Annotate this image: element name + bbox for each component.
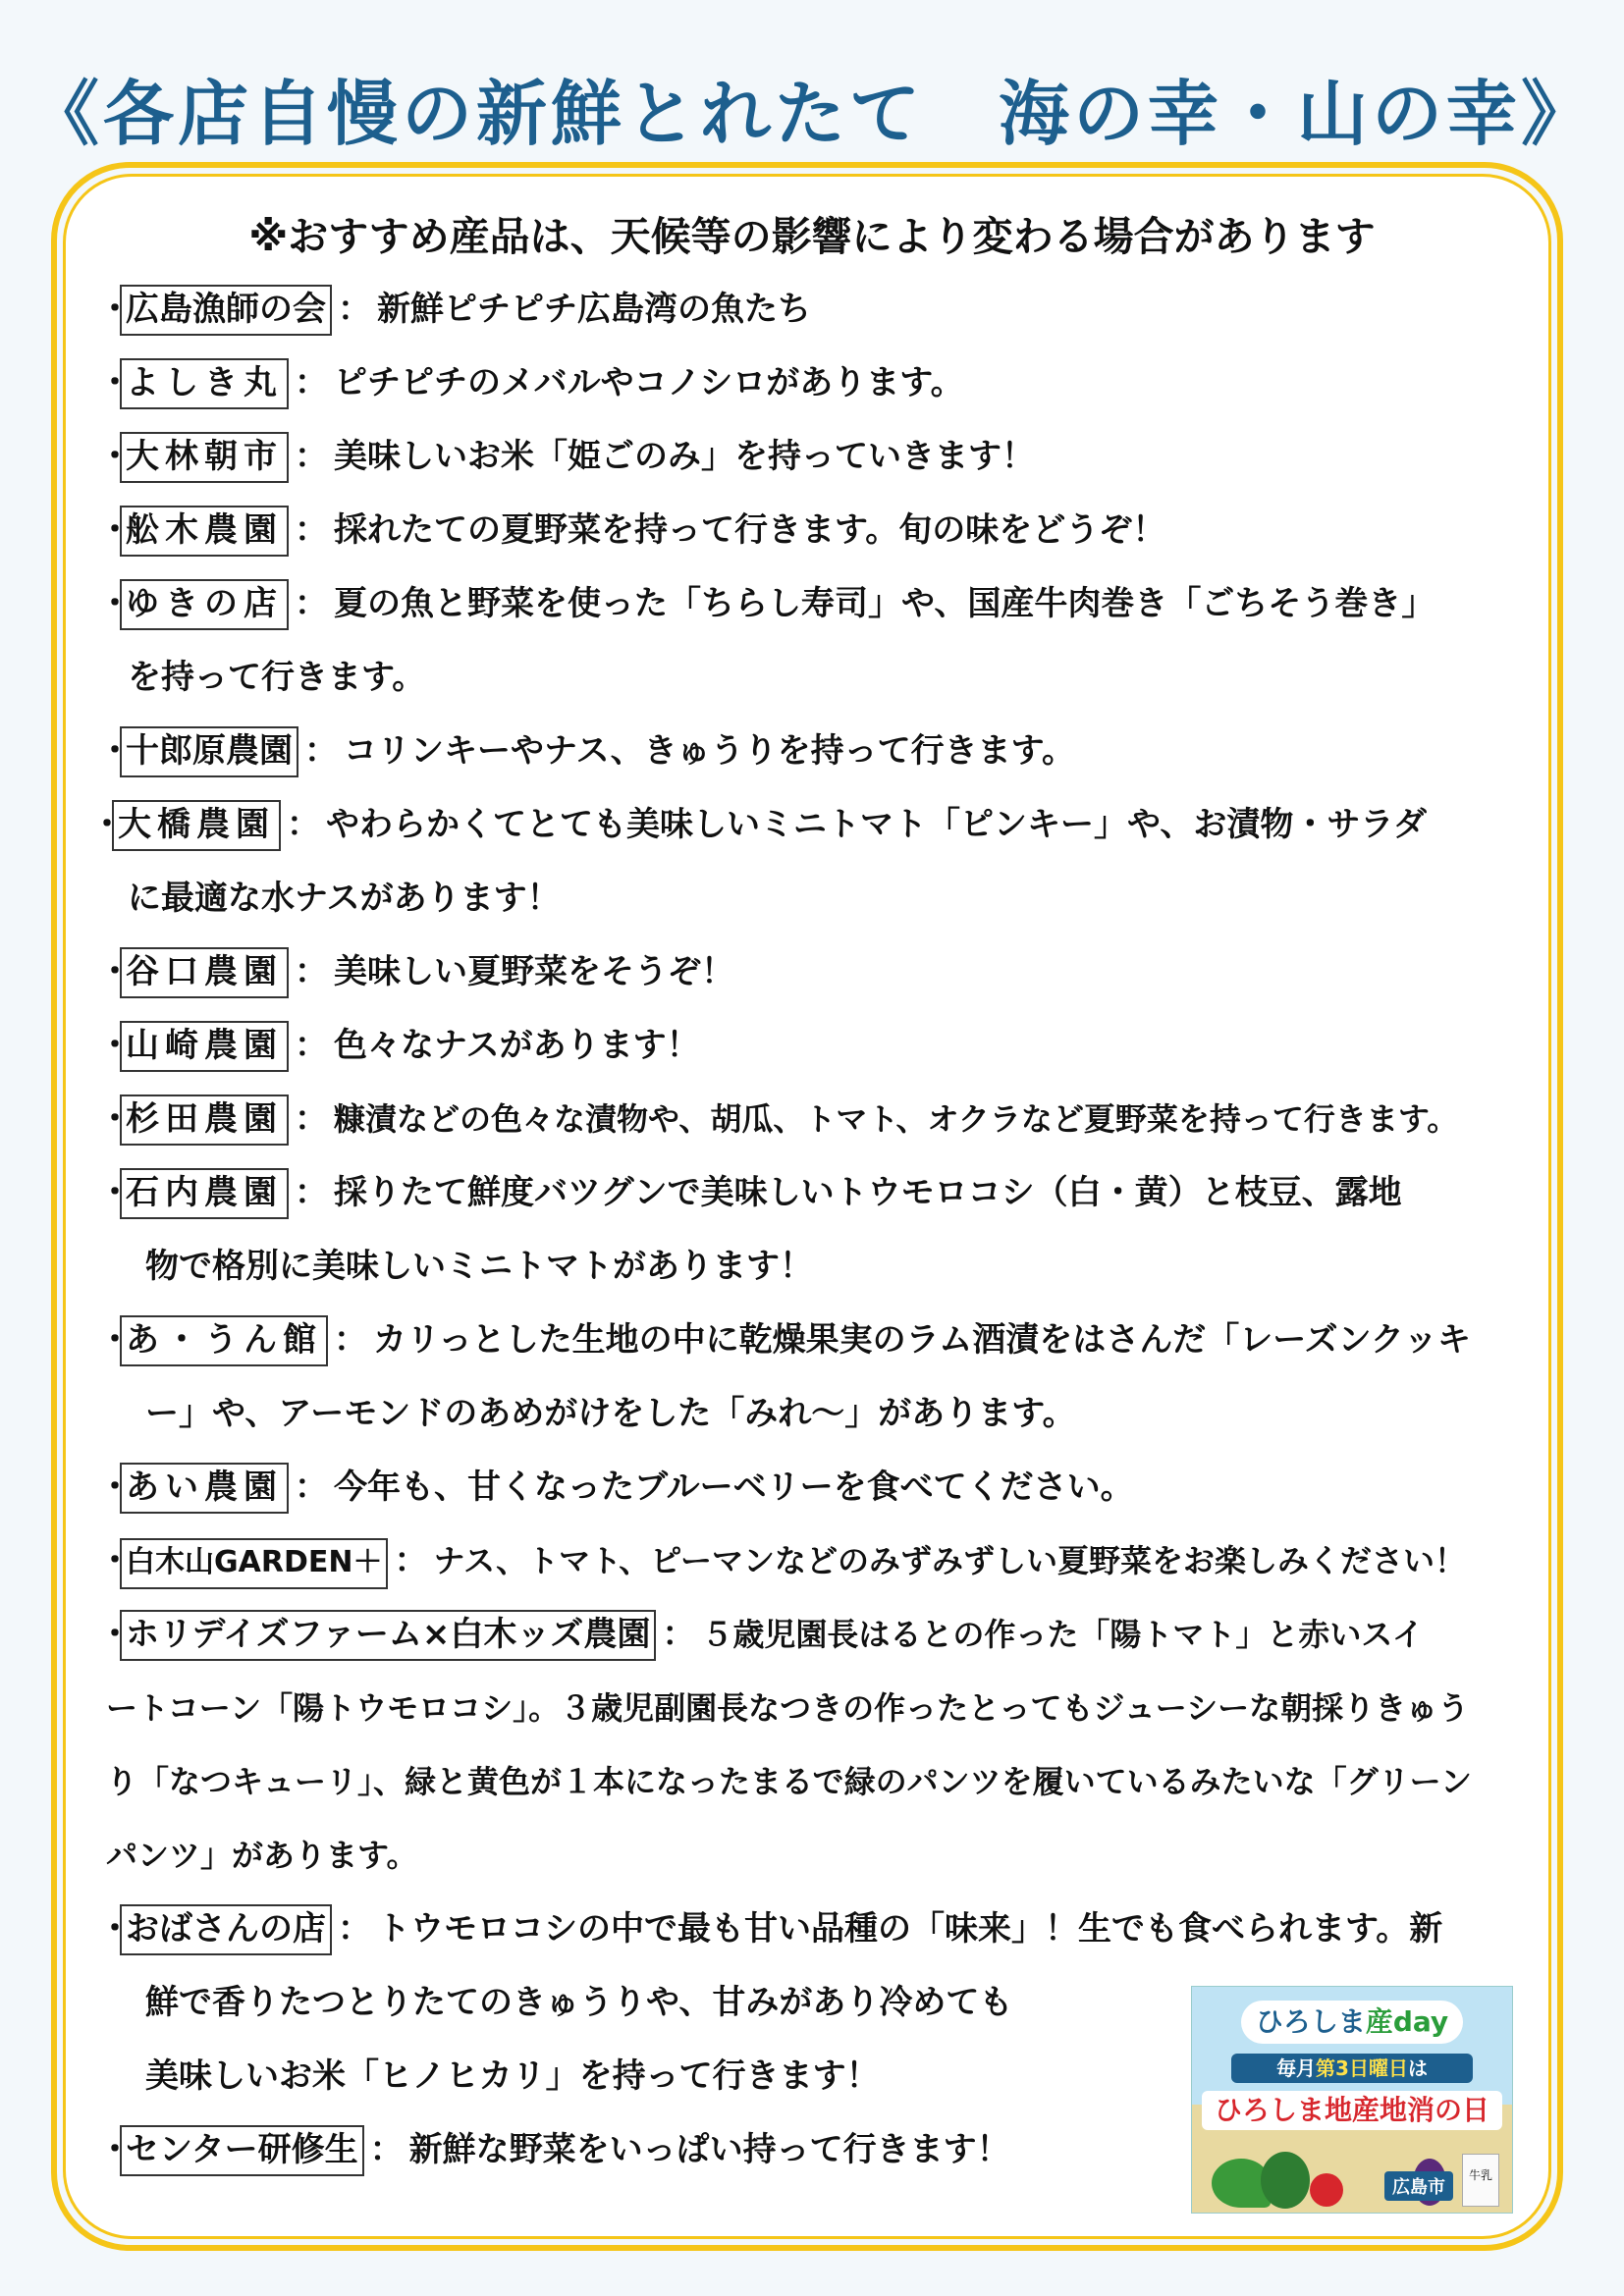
- page-title: 《各店自慢の新鮮とれたて 海の幸・山の幸》: [27, 73, 1596, 155]
- list-item: ・おばさんの店 ： トウモロコシの中で最も甘い品種の「味来」！生でも食べられます。新: [98, 1902, 1442, 1955]
- list-item: ・あ・うん館 ： カリっとした生地の中に乾燥果実のラム酒漬をはさんだ「レーズンクッキ: [98, 1313, 1471, 1366]
- list-item: ・白木山GARDEN＋ ： ナス、トマト、ピーマンなどのみずみずしい夏野菜をお楽しみください！: [98, 1534, 1466, 1587]
- store-name: 谷口農園: [120, 947, 289, 998]
- store-description: ナス、トマト、ピーマンなどのみずみずしい夏野菜をお楽しみください！: [433, 1542, 1466, 1579]
- store-name: センター研修生: [120, 2125, 364, 2176]
- store-description: カリっとした生地の中に乾燥果実のラム酒漬をはさんだ「レーズンクッキ: [373, 1320, 1471, 1360]
- store-name: 大林朝市: [120, 432, 289, 483]
- badge-logo: ひろしま産day: [1241, 2001, 1463, 2044]
- store-description-continued: 物で格別に美味しいミニトマトがあります！: [145, 1247, 813, 1286]
- store-name: ホリデイズファーム×白木ッズ農園: [120, 1610, 656, 1661]
- badge-city: 広島市: [1384, 2171, 1453, 2201]
- store-description: 採りたて鮮度バツグンで美味しいトウモロコシ（白・黄）と枝豆、露地: [334, 1173, 1402, 1212]
- store-name: あ・うん館: [120, 1315, 328, 1366]
- badge-slogan: ひろしま地産地消の日: [1202, 2091, 1502, 2130]
- store-description: 夏の魚と野菜を使った「ちらし寿司」や、国産牛肉巻き「ごちそう巻き」: [334, 584, 1435, 623]
- store-name: 舩木農園: [120, 506, 289, 557]
- list-item: ・よしき丸 ： ピチピチのメバルやコノシロがあります。: [98, 356, 964, 409]
- list-item: ・山崎農園 ： 色々なナスがあります！: [98, 1019, 700, 1072]
- store-description: 色々なナスがあります！: [334, 1026, 700, 1065]
- store-description-continued: ー」や、アーモンドのあめがけをした「みれ～」があります。: [145, 1394, 1076, 1433]
- milk-carton-icon: 牛乳: [1462, 2154, 1499, 2207]
- list-item: ・舩木農園 ： 採れたての夏野菜を持って行きます。旬の味をどうぞ！: [98, 504, 1165, 557]
- store-name: 十郎原農園: [120, 726, 298, 777]
- leaf-icon: [1261, 2152, 1310, 2209]
- tomato-icon: [1310, 2173, 1343, 2207]
- store-name: 白木山GARDEN＋: [120, 1538, 388, 1589]
- store-name: おばさんの店: [120, 1904, 332, 1955]
- list-item: ・センター研修生 ： 新鮮な野菜をいっぱい持って行きます！: [98, 2123, 1010, 2176]
- store-description-continued: に最適な水ナスがあります！: [128, 879, 561, 918]
- store-description: コリンキーやナス、きゅうりを持って行きます。: [344, 731, 1075, 771]
- badge-monthly: 毎月第3日曜日は: [1231, 2054, 1473, 2083]
- store-description: トウモロコシの中で最も甘い品種の「味来」！生でも食べられます。新: [377, 1909, 1443, 1949]
- store-name: 山崎農園: [120, 1021, 289, 1072]
- store-description-continued: 美味しいお米「ヒノヒカリ」を持って行きます！: [145, 2056, 880, 2096]
- store-name: 杉田農園: [120, 1095, 289, 1146]
- store-description: ピチピチのメバルやコノシロがあります。: [334, 363, 964, 402]
- store-description-continued: パンツ」があります。: [106, 1837, 418, 1874]
- hiroshima-san-day-badge: [1191, 1986, 1513, 2214]
- list-item: ・あい農園 ： 今年も、甘くなったブルーベリーを食べてください。: [98, 1461, 1134, 1514]
- list-item: ・大橋農園 ： やわらかくてとても美味しいミニトマト「ピンキー」や、お漬物・サラダ: [90, 798, 1427, 851]
- list-item: ・ホリデイズファーム×白木ッズ農園 ： ５歳児園長はるとの作った「陽トマト」と赤いスイ: [98, 1608, 1424, 1661]
- list-item: ・ゆきの店 ： 夏の魚と野菜を使った「ちらし寿司」や、国産牛肉巻き「ごちそう巻き」: [98, 577, 1435, 630]
- store-name: 石内農園: [120, 1168, 289, 1219]
- store-name: よしき丸: [120, 358, 289, 409]
- list-item: ・大林朝市 ： 美味しいお米「姫ごのみ」を持っていきます！: [98, 430, 1035, 483]
- list-item: ・石内農園 ： 採りたて鮮度バツグンで美味しいトウモロコシ（白・黄）と枝豆、露地: [98, 1166, 1402, 1219]
- store-description-continued: を持って行きます。: [128, 658, 426, 697]
- store-description-continued: ートコーン「陽トウモロコシ」。３歳児副園長なつきの作ったとってもジューシーな朝採りきゅう: [106, 1689, 1470, 1727]
- store-description: 美味しい夏野菜をそうぞ！: [334, 952, 734, 991]
- store-description: 採れたての夏野菜を持って行きます。旬の味をどうぞ！: [334, 510, 1166, 550]
- notice-text: ※おすすめ産品は、天候等の影響により変わる場合があります: [248, 213, 1376, 260]
- store-name: あい農園: [120, 1463, 289, 1514]
- list-item: ・谷口農園 ： 美味しい夏野菜をそうぞ！: [98, 945, 734, 998]
- store-description: 今年も、甘くなったブルーベリーを食べてください。: [334, 1468, 1134, 1507]
- store-description-continued: 鮮で香りたつとりたてのきゅうりや、甘みがあり冷めても: [145, 1983, 1013, 2022]
- list-item: ・杉田農園 ： 糠漬などの色々な漬物や、胡瓜、トマト、オクラなど夏野菜を持って行きます。: [98, 1093, 1458, 1146]
- store-name: ゆきの店: [120, 579, 289, 630]
- store-description: 新鮮ピチピチ広島湾の魚たち: [377, 290, 811, 329]
- store-description: 新鮮な野菜をいっぱい持って行きます！: [408, 2130, 1010, 2169]
- store-description: ５歳児園長はるとの作った「陽トマト」と赤いスイ: [701, 1616, 1424, 1653]
- store-description: 美味しいお米「姫ごのみ」を持っていきます！: [334, 437, 1035, 476]
- store-description: 糠漬などの色々な漬物や、胡瓜、トマト、オクラなど夏野菜を持って行きます。: [334, 1100, 1459, 1138]
- list-item: ・広島漁師の会 ： 新鮮ピチピチ広島湾の魚たち: [98, 283, 811, 336]
- store-description-continued: り「なつキューリ」、緑と黄色が１本になったまるで緑のパンツを履いているみたいな「グリーン: [106, 1763, 1473, 1800]
- store-description: やわらかくてとても美味しいミニトマト「ピンキー」や、お漬物・サラダ: [326, 805, 1427, 844]
- store-name: 大橋農園: [112, 800, 281, 851]
- list-item: ・十郎原農園 ： コリンキーやナス、きゅうりを持って行きます。: [98, 724, 1075, 777]
- store-name: 広島漁師の会: [120, 285, 332, 336]
